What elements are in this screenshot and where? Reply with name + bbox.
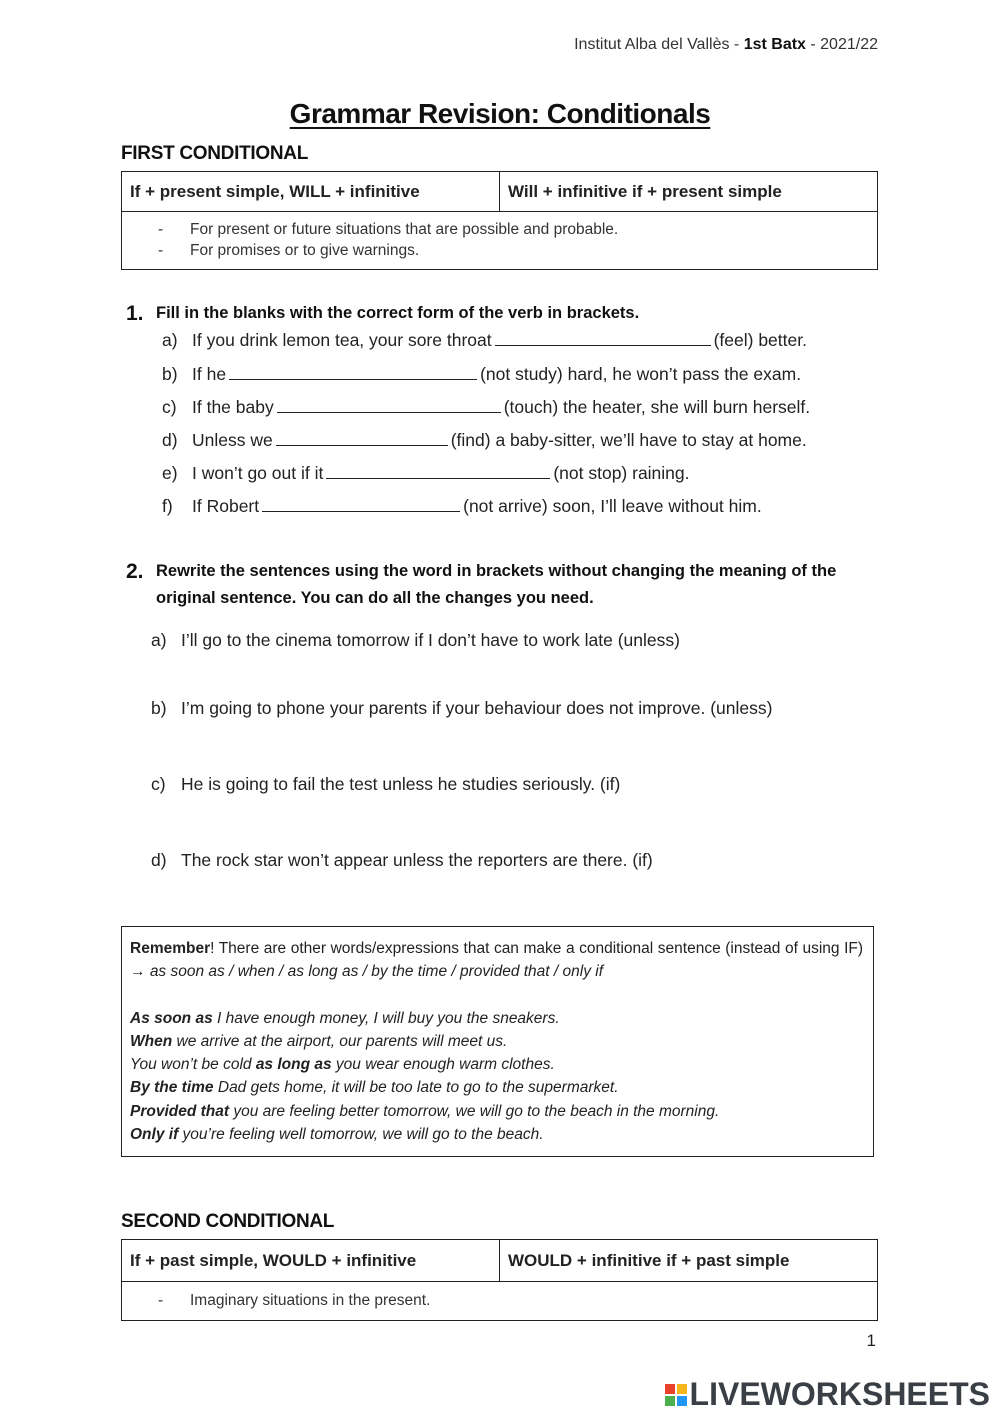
answer-blank[interactable] [495,344,711,346]
exercise-1-item-b: b) If he (not study) hard, he won’t pass the exam. [162,364,802,384]
exercise-1-item-d: d) Unless we (find) a baby-sitter, we’ll have to stay at home. [162,430,807,450]
exercise-2-item-b: b) I’m going to phone your parents if your behaviour does not improve. (unless) [151,698,773,718]
answer-blank[interactable] [262,510,460,512]
section-first-conditional: FIRST CONDITIONAL [121,143,308,164]
second-usage [122,1282,878,1321]
exercise-1-instruction: Fill in the blanks with the correct form of the verb in brackets. [156,304,640,322]
exercise-1-item-c: c) If the baby (touch) the heater, she will burn herself. [162,397,811,417]
example-line: Only if you’re feeling well tomorrow, we will go to the beach. [130,1126,544,1144]
exercise-2-item-d: d) The rock star won’t appear unless the reporters are there. (if) [151,850,653,870]
school-name: Institut Alba del Vallès - [574,36,744,53]
first-usage [122,212,878,270]
logo-icon [665,1384,687,1406]
first-structure-2: Will + infinitive if + present simple [500,172,878,212]
exercise-1-item-f: f) If Robert (not arrive) soon, I’ll leave without him. [162,496,762,516]
exercise-1-item-a: a) If you drink lemon tea, your sore throat (feel) better. [162,330,807,350]
answer-blank[interactable] [276,444,448,446]
exercise-2-number: 2. [126,560,144,583]
answer-blank[interactable] [326,477,550,479]
section-second-conditional: SECOND CONDITIONAL [121,1211,335,1232]
example-line: Provided that you are feeling better tomorrow, we will go to the beach in the morning. [130,1102,720,1120]
answer-blank[interactable] [277,411,501,413]
example-line: You won’t be cold as long as you wear enough warm clothes. [130,1056,555,1074]
exercise-1-number: 1. [126,302,144,325]
example-line: As soon as I have enough money, I will buy you the sneakers. [130,1009,560,1027]
bullet-item: - For present or future situations that are possible and probable. [158,221,619,238]
page-number: 1 [866,1331,876,1350]
second-conditional-table [121,1239,878,1321]
logo-text: LIVEWORKSHEETS [689,1376,990,1412]
school-year: - 2021/22 [805,36,878,53]
example-line: By the time Dad gets home, it will be too late to go to the supermarket. [130,1079,619,1097]
first-structure-1: If + present simple, WILL + infinitive [122,172,500,212]
bullet-item: - Imaginary situations in the present. [158,1292,431,1309]
page-title: Grammar Revision: Conditionals [289,98,711,129]
first-conditional-table [121,171,878,270]
exercise-2-item-a: a) I’ll go to the cinema tomorrow if I don’t have to work late (unless) [151,630,680,650]
document-header [574,36,878,54]
bullet-item: - For promises or to give warnings. [158,242,420,259]
course-label: 1st Batx [743,36,806,53]
second-structure-2: WOULD + infinitive if + past simple [500,1240,878,1282]
second-structure-1: If + past simple, WOULD + infinitive [122,1240,500,1282]
answer-blank[interactable] [229,378,477,380]
exercise-2-item-c: c) He is going to fail the test unless he studies seriously. (if) [151,774,621,794]
liveworksheets-logo[interactable] [665,1376,990,1413]
remember-intro: Remember! There are other words/expressions that can make a conditional sentence (instead of using IF) → as soon as / when / as long as / by the time / provided that / only if [130,940,863,981]
exercise-1-item-e: e) I won’t go out if it (not stop) raining. [162,463,690,483]
exercise-2-instruction: Rewrite the sentences using the word in brackets without changing the meaning of the original sentence. You can do all the changes you need. [156,562,837,607]
example-line: When we arrive at the airport, our parents will meet us. [130,1032,508,1050]
remember-box [121,926,874,1157]
